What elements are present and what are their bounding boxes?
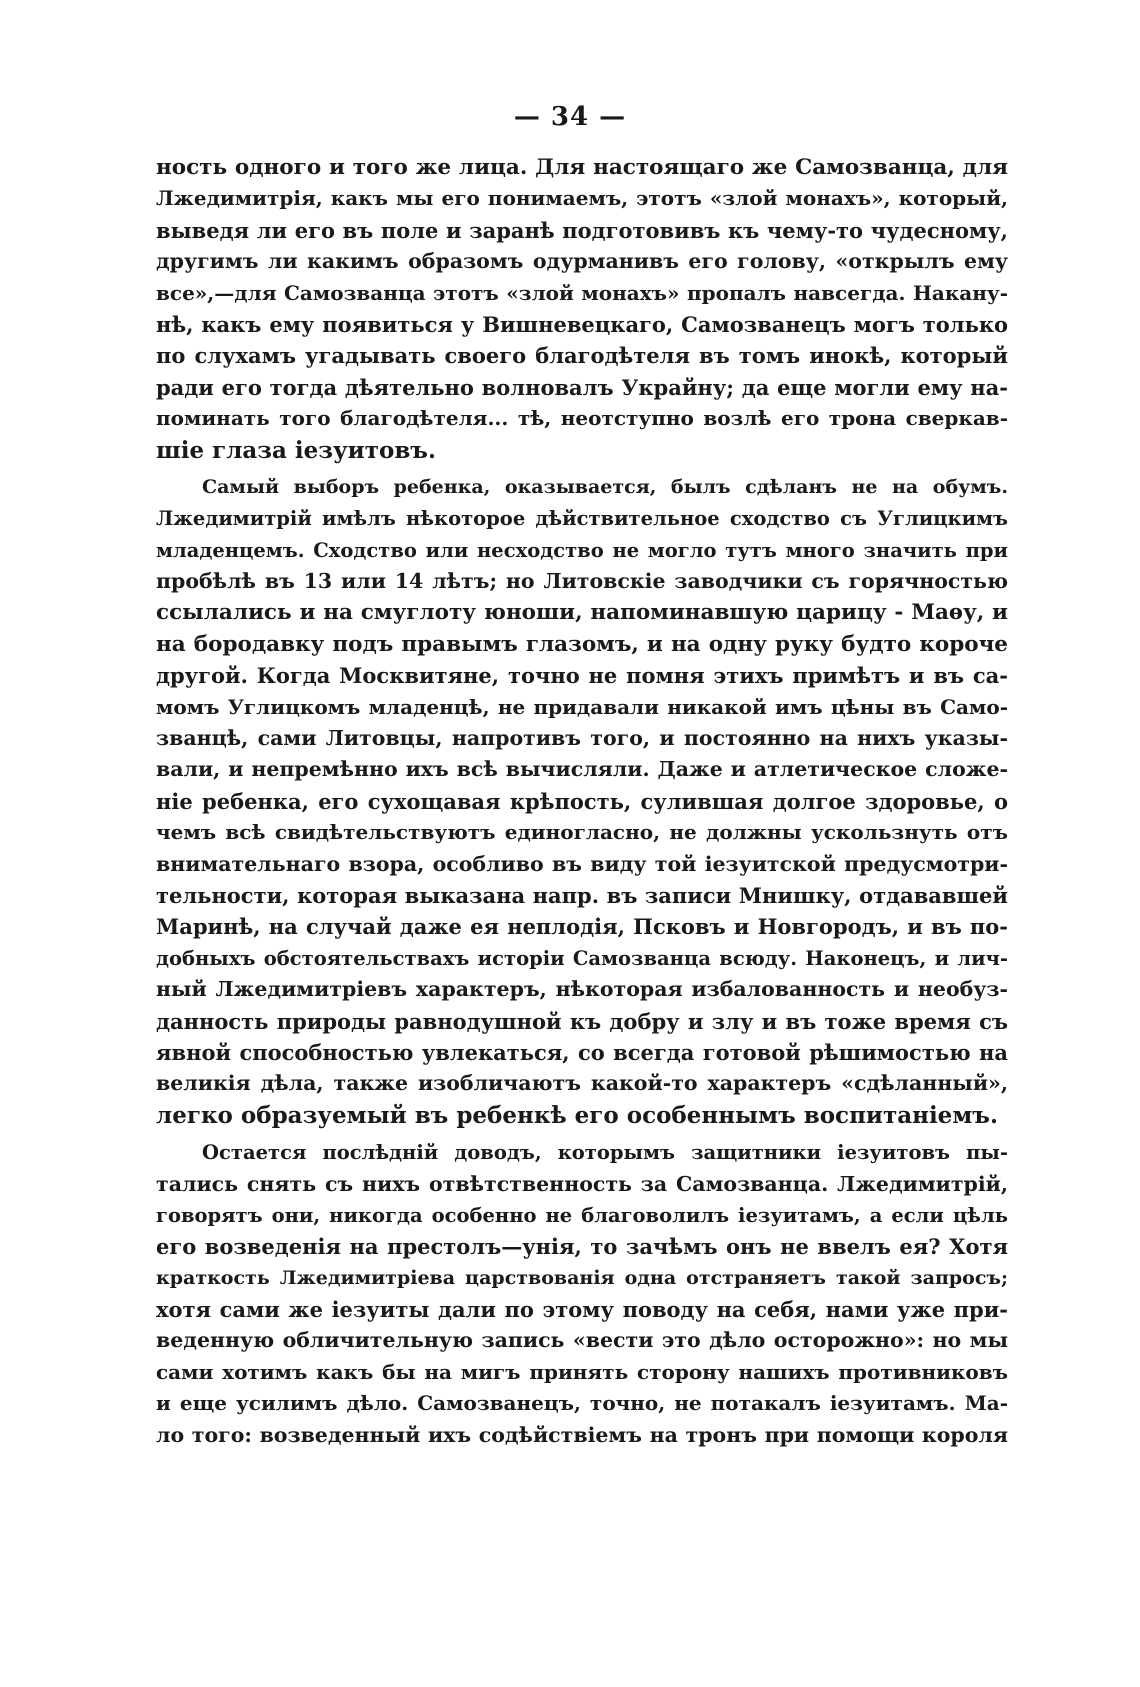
paragraph-1 bbox=[156, 152, 1008, 466]
text-line: по слухамъ угадывать своего благодѣтеля въ томъ инокѣ, который bbox=[156, 343, 1008, 369]
text-line: поминать того благодѣтеля... тѣ, неотступно возлѣ его трона сверкав- bbox=[156, 406, 1008, 431]
text-line: младенцемъ. Сходство или несходство не могло тутъ много значить при bbox=[156, 538, 1008, 562]
text-line: Лжедимитрія, какъ мы его понимаемъ, этотъ «злой монахъ», который, bbox=[156, 186, 1008, 211]
text-line: чемъ всѣ свидѣтельствуютъ единогласно, не должны ускользнуть отъ bbox=[156, 820, 1008, 845]
text-line: ный Лжедимитріевъ характеръ, нѣкоторая избалованность и необуз- bbox=[156, 977, 1008, 1002]
text-line: другой. Когда Москвитяне, точно не помня этихъ примѣтъ и въ са- bbox=[156, 663, 1008, 689]
text-line: ло того: возведенный ихъ содѣйствіемъ на тронъ при помощи короля bbox=[156, 1422, 1008, 1447]
text-line: ность одного и того же лица. Для настоящаго же Самозванца, для bbox=[156, 155, 1008, 180]
page-number: — 34 — bbox=[513, 102, 627, 132]
text-line: ради его тогда дѣятельно волновалъ Украйну; да еще могли ему на- bbox=[156, 374, 1008, 400]
text-line: званцѣ, сами Литовцы, напротивъ того, и постоянно на нихъ указы- bbox=[156, 726, 1008, 751]
text-line: внимательнаго взора, особливо въ виду той іезуитской предусмотри- bbox=[156, 851, 1008, 876]
text-line: другимъ ли какимъ образомъ одурманивъ его голову, «открылъ ему bbox=[156, 249, 1008, 274]
text-line: все»,—для Самозванца этотъ «злой монахъ» пропалъ навсегда. Накану- bbox=[156, 280, 1008, 305]
paragraph-3 bbox=[156, 1137, 1008, 1451]
text-line: выведя ли его въ поле и заранѣ подготовивъ къ чему-то чудесному, bbox=[156, 217, 1008, 243]
text-line: веденную обличительную запись «вести это дѣло осторожно»: но мы bbox=[156, 1328, 1008, 1353]
text-line: шіе глаза іезуитовъ. bbox=[156, 436, 436, 464]
text-line: пробѣлѣ въ 13 или 14 лѣтъ; но Литовскіе заводчики съ горячностью bbox=[156, 569, 1008, 594]
text-line: Маринѣ, на случай даже ея неплодія, Псковъ и Новгородъ, и въ по- bbox=[156, 914, 1008, 940]
text-line: Самый выборъ ребенка, оказывается, былъ сдѣланъ не на обумъ. bbox=[202, 475, 1008, 498]
text-line: Остается послѣдній доводъ, которымъ защитники іезуитовъ пы- bbox=[202, 1141, 1008, 1165]
text-line: данность природы равнодушной къ добру и злу и въ тоже время съ bbox=[156, 1008, 1008, 1034]
text-line: хотя сами же іезуиты дали по этому поводу на себя, нами уже при- bbox=[156, 1297, 1008, 1323]
text-line: говорятъ они, никогда особенно не благоволилъ іезуитамъ, а если цѣль bbox=[156, 1203, 1008, 1227]
text-line: момъ Углицкомъ младенцѣ, не придавали никакой имъ цѣны въ Само- bbox=[156, 694, 1008, 719]
text-line: Лжедимитрій имѣлъ нѣкоторое дѣйствительное сходство съ Углицкимъ bbox=[156, 507, 1008, 531]
body-text bbox=[156, 152, 1008, 1451]
text-line: нѣ, какъ ему появиться у Вишневецкаго, Самозванецъ могъ только bbox=[156, 311, 1008, 337]
text-line: добныхъ обстоятельствахъ исторіи Самозванца всюду. Наконецъ, и лич- bbox=[156, 946, 1008, 970]
text-line: легко образуемый въ ребенкѣ его особеннымъ воспитаніемъ. bbox=[156, 1101, 998, 1129]
text-line: и еще усилимъ дѣло. Самозванецъ, точно, не потакалъ іезуитамъ. Ма- bbox=[156, 1391, 1008, 1416]
text-line: ссылались и на смуглоту юноши, напоминавшую царицу - Маѳу, и bbox=[156, 600, 1008, 626]
text-line: ніе ребенка, его сухощавая крѣпость, сулившая долгое здоровье, о bbox=[156, 788, 1008, 814]
text-line: его возведенія на престолъ—унія, то зачѣмъ онъ не ввелъ ея? Хотя bbox=[156, 1234, 1008, 1260]
text-line: явной способностью увлекаться, со всегда готовой рѣшимостью на bbox=[156, 1039, 1008, 1065]
text-line: тельности, которая выказана напр. въ записи Мнишку, отдававшей bbox=[156, 882, 1008, 908]
text-line: сами хотимъ какъ бы на мигъ принять сторону нашихъ противниковъ bbox=[156, 1359, 1008, 1384]
text-line: тались снять съ нихъ отвѣтственность за Самозванца. Лжедимитрій, bbox=[156, 1171, 1008, 1196]
text-line: великія дѣла, также изобличаютъ какой-то характеръ «сдѣланный», bbox=[156, 1071, 1008, 1096]
text-line: краткость Лжедимитріева царствованія одна отстраняетъ такой запросъ; bbox=[156, 1266, 1008, 1289]
text-line: вали, и непремѣнно ихъ всѣ вычисляли. Даже и атлетическое сложе- bbox=[156, 757, 1008, 782]
paragraph-2 bbox=[156, 472, 1008, 1131]
text-line: на бородавку подъ правымъ глазомъ, и на одну руку будто короче bbox=[156, 631, 1008, 657]
